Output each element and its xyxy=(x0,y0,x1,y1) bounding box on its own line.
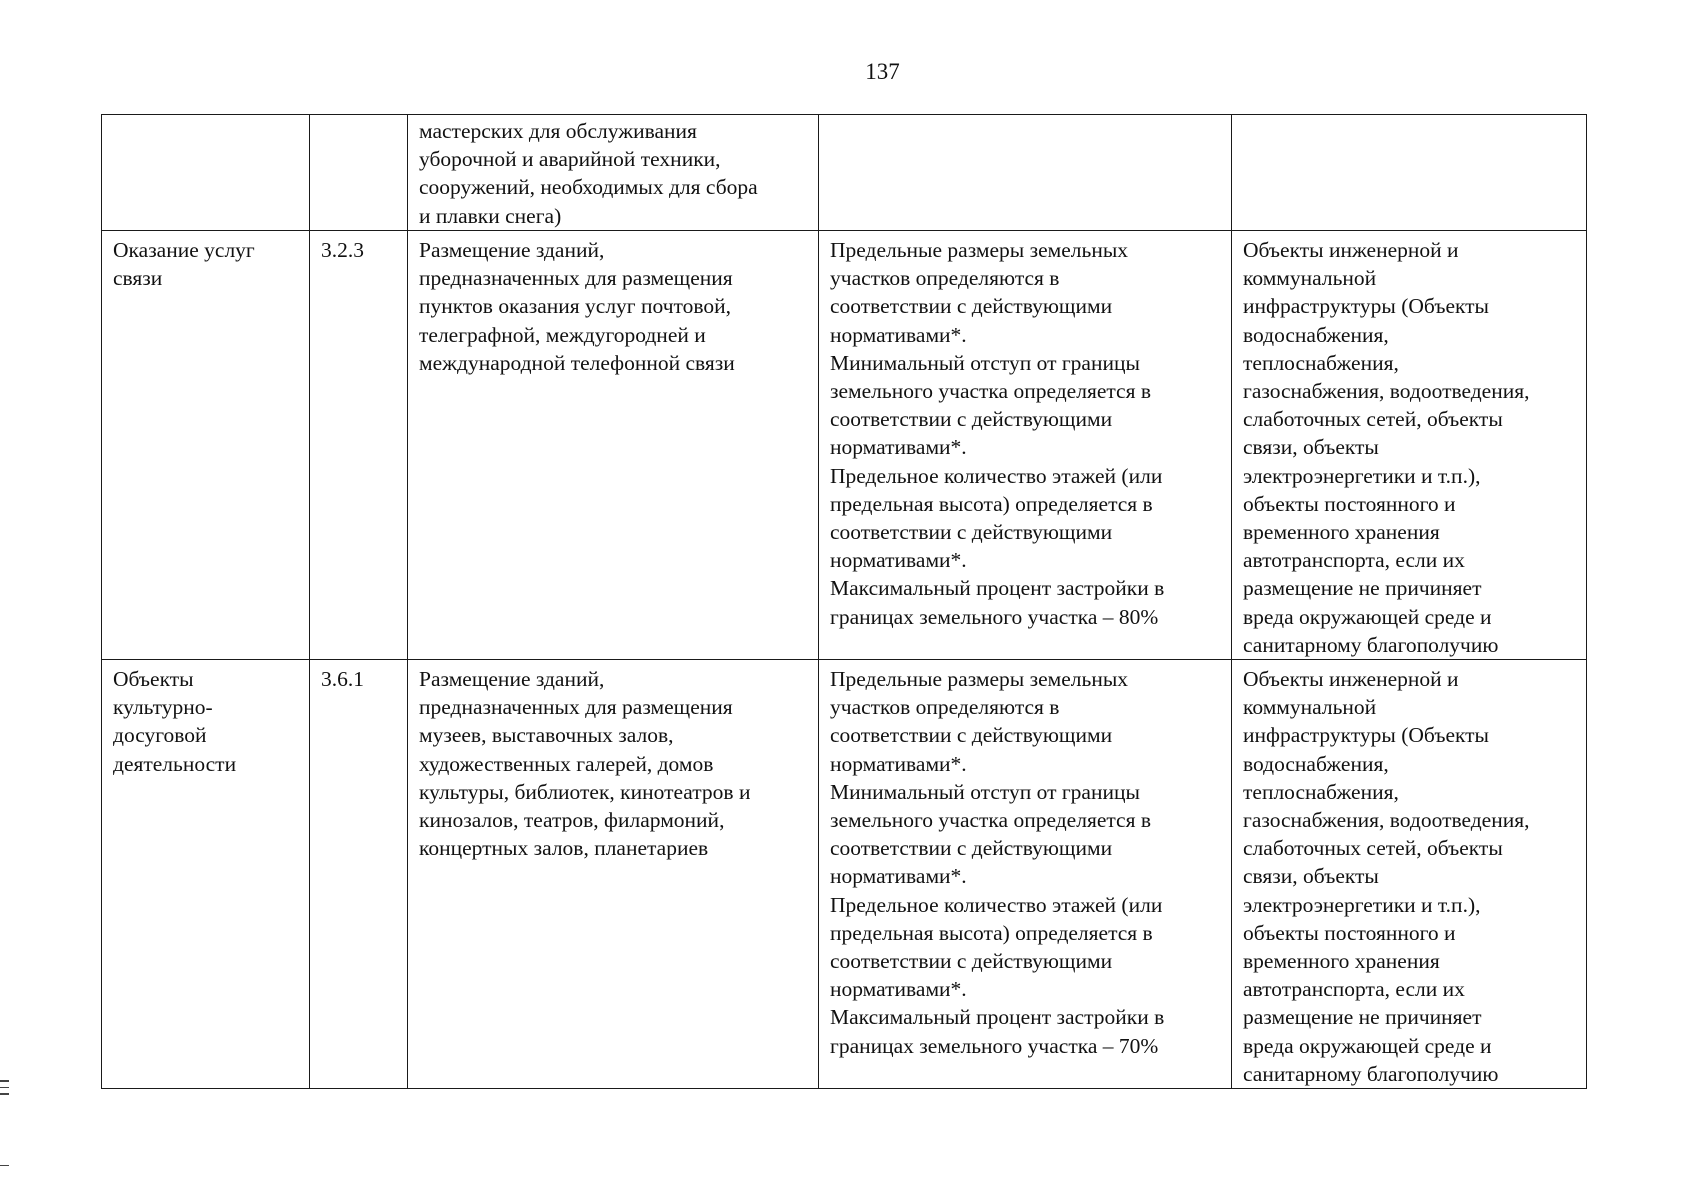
use-code-cell xyxy=(310,231,408,660)
use-code-cell xyxy=(310,115,408,231)
use-description-cell xyxy=(408,231,819,660)
parameters-text: Предельные размеры земельных участков определяются в соответствии с действующими нормативами*. Минимальный отступ от границы земельного участка определяется в соответствии с действующими нормативами*. Предельное количество этажей (или предельная высота) определяется в соответствии с действующими нормативами*. Максимальный процент застройки в границах земельного участка – 80% xyxy=(830,238,1165,629)
page-number: 137 xyxy=(865,59,900,84)
table-row xyxy=(102,115,1587,231)
parameters-text: Предельные размеры земельных участков определяются в соответствии с действующими нормативами*. Минимальный отступ от границы земельного участка определяется в соответствии с действующими нормативами*. Предельное количество этажей (или предельная высота) определяется в соответствии с действующими нормативами*. Максимальный процент застройки в границах земельного участка – 70% xyxy=(830,667,1165,1058)
use-name-cell xyxy=(102,231,310,660)
use-name-cell xyxy=(102,660,310,1089)
parameters-cell xyxy=(819,115,1232,231)
land-use-table xyxy=(101,114,1587,1089)
use-description-cell xyxy=(408,660,819,1089)
table-row xyxy=(102,660,1587,1089)
scan-mark xyxy=(0,1093,9,1095)
auxiliary-text: Объекты инженерной и коммунальной инфраструктуры (Объекты водоснабжения, теплоснабжения, газоснабжения, водоотведения, слаботочных сетей, объекты связи, объекты электроэнергетики и т.п.), объекты постоянного и временного хранения автотранспорта, если их размещение не причиняет вреда окружающей среде и санитарному благополучию xyxy=(1243,238,1530,657)
use-code-text: 3.6.1 xyxy=(321,667,364,692)
auxiliary-cell xyxy=(1232,660,1587,1089)
scan-margin-marks xyxy=(0,1080,10,1171)
scan-mark xyxy=(0,1165,9,1167)
use-description-text: Размещение зданий, предназначенных для размещения музеев, выставочных залов, художественных галерей, домов культуры, библиотек, кинотеатров и кинозалов, театров, филармоний, концертных залов, планетариев xyxy=(419,667,751,861)
use-code-text: 3.2.3 xyxy=(321,238,364,262)
auxiliary-cell xyxy=(1232,231,1587,660)
use-code-cell xyxy=(310,660,408,1089)
use-name-text: Объекты культурно- досуговой деятельности xyxy=(113,667,237,776)
parameters-cell xyxy=(819,660,1232,1089)
use-name-text: Оказание услуг связи xyxy=(113,238,255,291)
scan-mark xyxy=(0,1087,9,1089)
use-description-text: мастерских для обслуживания уборочной и аварийной техники, сооружений, необходимых для сбора и плавки снега) xyxy=(419,119,758,228)
table-row xyxy=(102,231,1587,660)
parameters-cell xyxy=(819,231,1232,660)
use-description-cell xyxy=(408,115,819,231)
use-name-cell xyxy=(102,115,310,231)
scan-mark xyxy=(0,1080,9,1082)
auxiliary-cell xyxy=(1232,115,1587,231)
use-description-text: Размещение зданий, предназначенных для размещения пунктов оказания услуг почтовой, телеграфной, междугородней и международной телефонной связи xyxy=(419,238,735,375)
auxiliary-text: Объекты инженерной и коммунальной инфраструктуры (Объекты водоснабжения, теплоснабжения, газоснабжения, водоотведения, слаботочных сетей, объекты связи, объекты электроэнергетики и т.п.), объекты постоянного и временного хранения автотранспорта, если их размещение не причиняет вреда окружающей среде и санитарному благополучию xyxy=(1243,667,1530,1086)
